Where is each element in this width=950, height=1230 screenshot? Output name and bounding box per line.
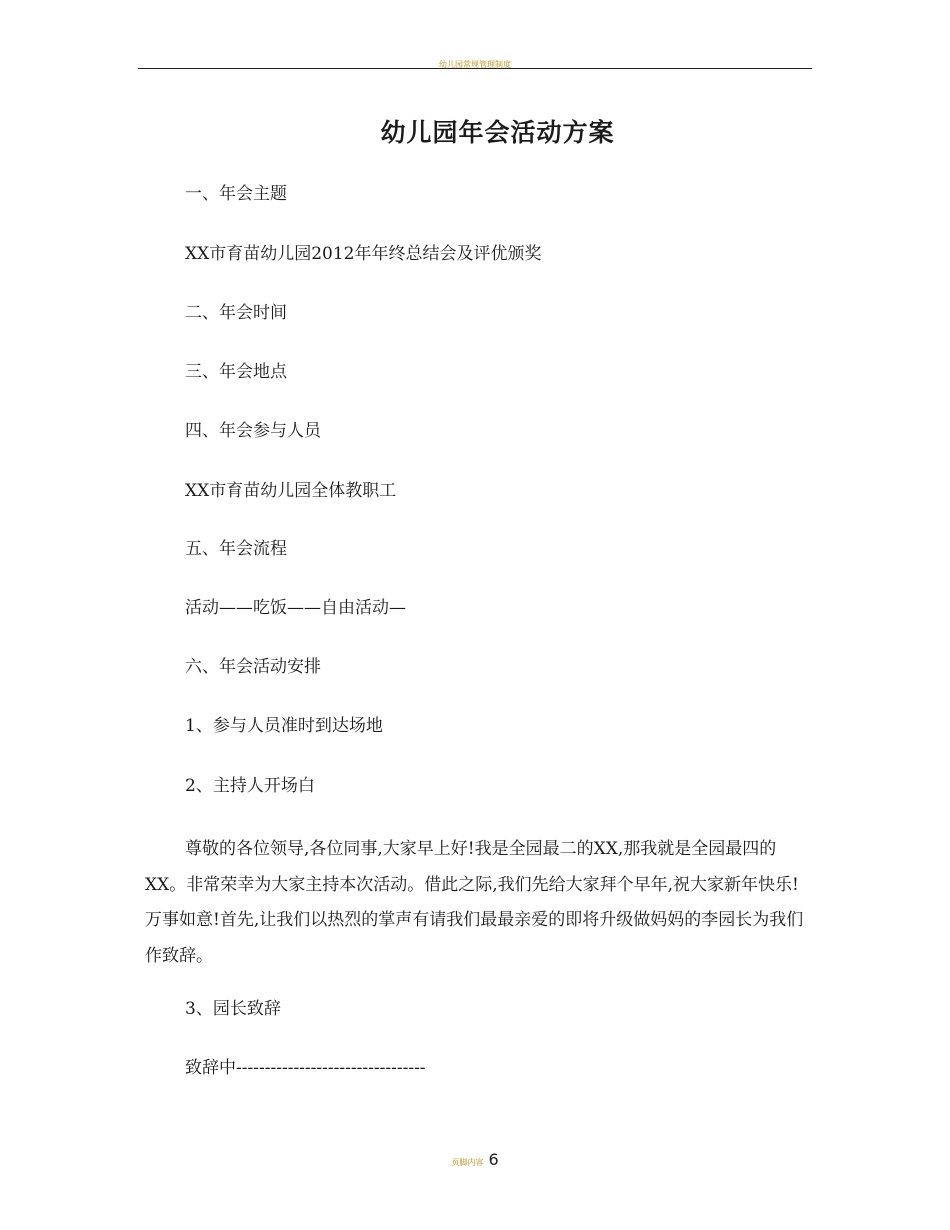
host-opening-paragraph: 尊敬的各位领导,各位同事,大家早上好!我是全园最二的XX,那我就是全园最四的XX。非常荣幸为大家主持本次活动。借此之际,我们先给大家拜个早年,祝大家新年快乐!万事如意!首先,让我们以热烈的掌声有请我们最最亲爱的即将升级做妈妈的李园长为我们作致辞。 bbox=[145, 839, 804, 966]
arrangement-item-3: 3、园长致辞 bbox=[185, 999, 281, 1019]
section-heading-process: 五、年会流程 bbox=[185, 539, 287, 559]
page-footer bbox=[0, 1150, 950, 1169]
section-heading-arrangement: 六、年会活动安排 bbox=[185, 657, 321, 677]
arrangement-item-2: 2、主持人开场白 bbox=[185, 776, 315, 796]
section-heading-location: 三、年会地点 bbox=[185, 362, 287, 382]
process-text: 活动——吃饭——自由活动— bbox=[185, 598, 406, 618]
theme-text: XX市育苗幼儿园2012年年终总结会及评优颁奖 bbox=[185, 244, 542, 264]
document-title: 幼儿园年会活动方案 bbox=[380, 118, 615, 147]
speech-line: 致辞中--------------------------------- bbox=[185, 1058, 426, 1078]
section-heading-theme: 一、年会主题 bbox=[185, 184, 287, 204]
section-heading-time: 二、年会时间 bbox=[185, 303, 287, 323]
header-text: 幼儿园常规管理制度 bbox=[439, 60, 511, 69]
section-heading-participants: 四、年会参与人员 bbox=[185, 421, 321, 441]
footer-label: 页脚内容 bbox=[451, 1158, 484, 1167]
participants-text: XX市育苗幼儿园全体教职工 bbox=[185, 481, 397, 501]
arrangement-item-1: 1、参与人员准时到达场地 bbox=[185, 716, 383, 736]
page-number: 6 bbox=[488, 1150, 499, 1169]
page-header bbox=[138, 52, 812, 69]
